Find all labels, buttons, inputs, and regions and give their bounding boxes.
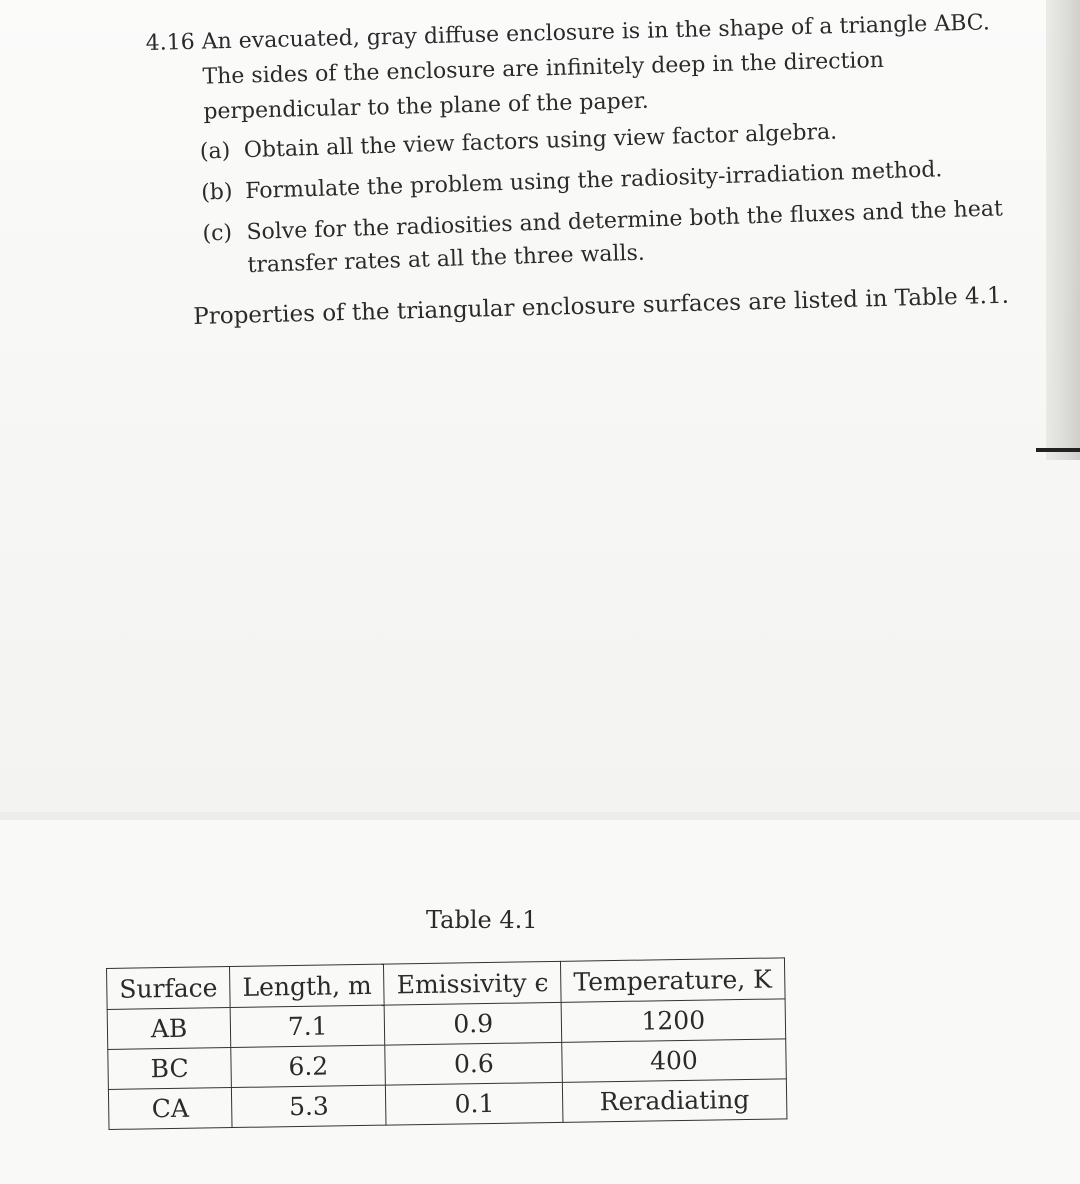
cell-temperature: 400 — [562, 1039, 786, 1083]
problem-number: 4.16 — [145, 29, 195, 56]
cell-length: 5.3 — [232, 1085, 387, 1127]
header-length: Length, m — [230, 964, 385, 1007]
cell-emissivity: 0.6 — [385, 1042, 562, 1085]
cell-emissivity: 0.9 — [385, 1002, 562, 1045]
table-caption: Table 4.1 — [426, 906, 538, 934]
cell-emissivity: 0.1 — [386, 1082, 563, 1125]
part-text: Obtain all the view factors using view factor algebra. — [243, 119, 838, 164]
cell-temperature: Reradiating — [563, 1079, 787, 1123]
cell-length: 7.1 — [230, 1005, 385, 1047]
cell-length: 6.2 — [231, 1045, 386, 1087]
problem-statement: An evacuated, gray diffuse enclosure is in the shape of a triangle ABC. The sides of the enclosure are infinitely deep in the direction perpendicular to the plane of the paper. — [201, 10, 991, 125]
page-edge-line — [1036, 448, 1080, 452]
part-label: (a) — [199, 138, 231, 165]
part-text: Formulate the problem using the radiosity-irradiation method. — [244, 157, 943, 205]
part-label: (c) — [202, 220, 233, 247]
problem-4-16 — [145, 0, 1008, 279]
cell-surface: BC — [108, 1048, 232, 1090]
properties-table — [106, 957, 787, 1130]
cell-surface: AB — [107, 1008, 231, 1050]
cell-surface: CA — [108, 1088, 232, 1130]
properties-note: Properties of the triangular enclosure surfaces are listed in Table 4.1. — [193, 282, 1010, 330]
cell-temperature: 1200 — [561, 999, 785, 1043]
header-emissivity: Emissivity ϵ — [384, 961, 561, 1005]
part-text: Solve for the radiosities and determine both the fluxes and the heat transfer rates at all the three walls. — [246, 196, 1004, 279]
header-temperature: Temperature, K — [561, 958, 785, 1003]
page-edge-shadow — [1046, 0, 1080, 460]
header-surface: Surface — [107, 967, 231, 1010]
problem-parts — [199, 110, 1012, 291]
part-label: (b) — [200, 179, 233, 206]
problem-part-c — [202, 192, 1012, 283]
page-divider — [0, 812, 1080, 820]
